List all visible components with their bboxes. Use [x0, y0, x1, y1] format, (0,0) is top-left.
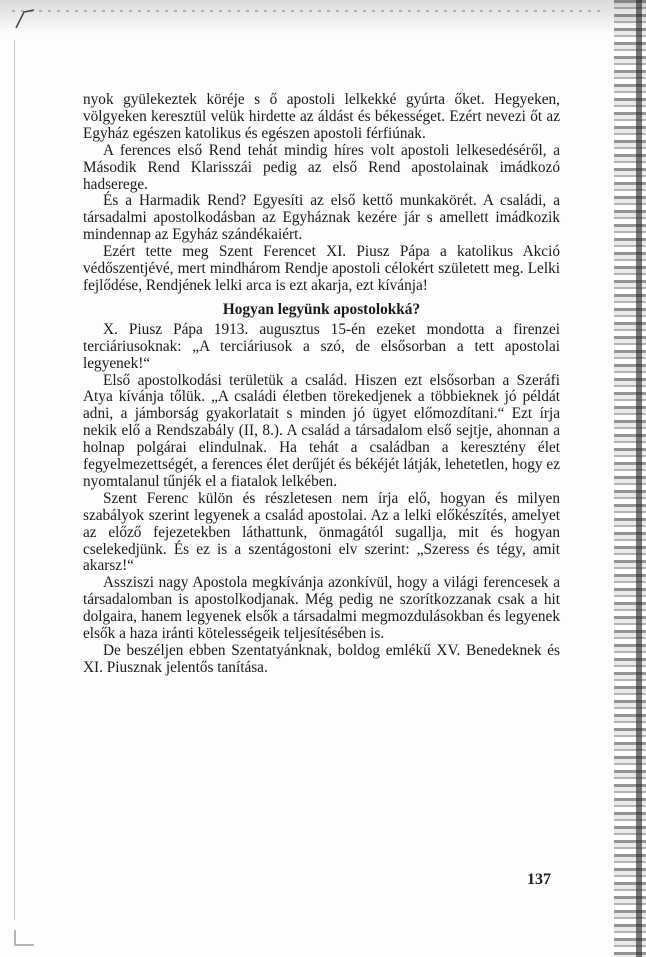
page-number: 137: [527, 871, 551, 888]
paragraph: A ferences első Rend tehát mindig híres volt apostoli lelkesedéséről, a Második Rend Klarisszái pedig az első Rend apostolainak imádkozó hadserege.: [83, 141, 560, 193]
paragraph: X. Piusz Pápa 1913. augusztus 15-én ezeket mondotta a firenzei terciáriusoknak: „A terciáriusok a szó, de elsősorban a tett apostolai legyenek!“: [83, 320, 560, 372]
paragraph: De beszéljen ebben Szentatyánknak, boldog emlékű XV. Benedeknek és XI. Piusznak jelentős tanítása.: [83, 642, 560, 676]
scan-top-artifact: [12, 10, 602, 12]
paragraph: Assziszi nagy Apostola megkívánja azonkívül, hogy a világi ferencesek a társadalomban is apostolkodjanak. Még pedig ne szorítkozzanak csak a hit dolgaira, hanem legyenek elsők a társadalmi megmozdulásokban és legyenek elsők a haza iránti kötelességeik teljesítésében is.: [83, 574, 560, 643]
corner-mark-icon: [14, 8, 36, 30]
paragraph-continuation: nyok gyülekeztek köréje s ő apostoli lelkekké gyúrta őket. Hegyeken, völgyeken keresztül velük hirdette az áldást és békességet. Ezért nevezi őt az Egyház egészen katolikus és egészen apostoli férfiúnak.: [83, 91, 560, 142]
scan-left-edge: [14, 40, 15, 920]
page-text: [83, 92, 560, 677]
paragraph: És a Harmadik Rend? Egyesíti az első kettő munkakörét. A családi, a társadalmi apostolkodásban az Egyháznak kezére jár s amellett imádkozik mindennap az Egyház szándékaiért.: [83, 192, 560, 244]
scan-right-border: [636, 0, 642, 957]
paragraph: Első apostolkodási területük a család. Hiszen ezt elsősorban a Szeráfi Atya kívánja tőlük. „A családi életben törekedjenek a többieknek jó példát adni, a jámborság gyakorlatait s minden jó ügyet előmozdítani.“ Ezt írja nekik elő a Rendszabály (II, 8.). A család a társadalom első sejtje, ahonnan a holnap polgárai elindulnak. Ha tehát a családban a keresztény élet fegyelmezettségét, a ferences élet derűjét és békéjét látják, lehetetlen, hogy ez nyomtalanul tűnjék el a fiatalok lelkében.: [83, 371, 560, 490]
scan-bottom-artifact: [14, 930, 34, 946]
paragraph: Szent Ferenc külön és részletesen nem írja elő, hogyan és milyen szabályok szerint legyenek a család apostolai. Az a lelki előkészítés, amelyet az előző fejezetekben láthattunk, önmagától sugallja, mit és hogyan cselekedjünk. És ez is a szentágostoni elv szerint: „Szeress és tégy, amit akarsz!“: [83, 489, 560, 575]
section-heading: Hogyan legyünk apostolokká?: [222, 300, 421, 318]
paragraph: Ezért tette meg Szent Ferencet XI. Piusz Pápa a katolikus Akció védőszentjévé, mert mindhárom Rendje apostoli célokért született meg. Lelki fejlődése, Rendjének lelki arca is ezt akarja, ezt kívánja!: [83, 243, 560, 294]
scan-top-shadow: [0, 0, 646, 34]
